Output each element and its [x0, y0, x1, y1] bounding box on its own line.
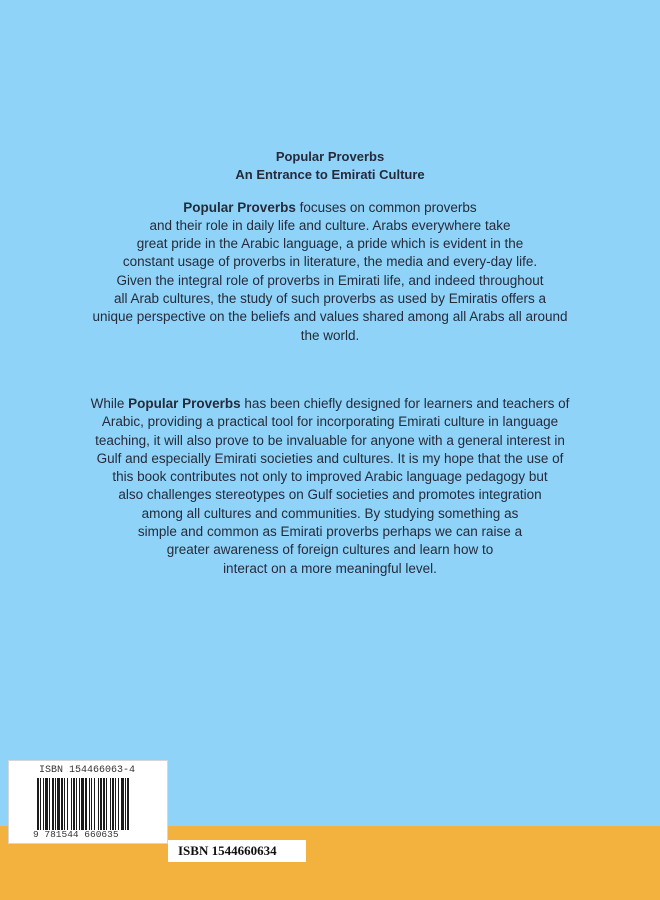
barcode-isbn-text: ISBN 154466063-4	[39, 765, 136, 776]
barcode-label	[8, 760, 168, 844]
paragraph-1-line: Given the integral role of proverbs in Emirati life, and indeed throughout	[116, 272, 544, 288]
isbn-text: ISBN 1544660634	[178, 843, 277, 858]
paragraph-2-line: Arabic, providing a practical tool for incorporating Emirati culture in language	[101, 414, 559, 430]
paragraph-1-line: the world.	[300, 327, 360, 343]
paragraph-1-line: all Arab cultures, the study of such proverbs as used by Emiratis offers a	[114, 291, 546, 307]
barcode-bar	[49, 778, 50, 830]
paragraph-2-line: simple and common as Emirati proverbs perhaps we can raise a	[137, 524, 523, 540]
barcode-bar	[79, 778, 80, 830]
barcode-bar	[118, 778, 119, 830]
blurb-text	[40, 148, 620, 578]
paragraph-2-line: Gulf and especially Emirati societies and cultures. It is my hope that the use of	[96, 450, 564, 466]
barcode-bar	[57, 778, 60, 830]
barcode-bar	[67, 778, 68, 830]
paragraph-2-line: also challenges stereotypes on Gulf societies and promotes integration	[118, 487, 542, 503]
barcode-bar	[100, 778, 102, 830]
barcode-bar	[73, 778, 75, 830]
barcode-bar	[121, 778, 124, 830]
barcode-bar	[110, 778, 111, 830]
paragraph-1-line: and their role in daily life and culture. Arabs everywhere take	[149, 217, 511, 233]
barcode-bar	[125, 778, 126, 830]
isbn-label	[168, 840, 306, 862]
barcode-bar	[115, 778, 116, 830]
title-bold: Popular Proverbs	[128, 395, 241, 411]
paragraph-1-line: constant usage of proverbs in literature, the media and every-day life.	[122, 254, 538, 270]
paragraph-2-line: this book contributes not only to improved Arabic language pedagogy but	[112, 469, 548, 485]
barcode-bar	[37, 778, 39, 830]
paragraph-2-line: among all cultures and communities. By studying something as	[141, 505, 519, 521]
barcode-bar	[81, 778, 84, 830]
barcode-bar	[64, 778, 65, 830]
barcode-bar	[94, 778, 95, 830]
barcode-bar	[45, 778, 48, 830]
barcode-bar	[127, 778, 129, 830]
barcode-bar	[76, 778, 77, 830]
book-subtitle: An Entrance to Emirati Culture	[235, 167, 425, 183]
barcode-bar	[61, 778, 63, 830]
barcode-bar	[91, 778, 92, 830]
book-title: Popular Proverbs	[275, 149, 385, 164]
barcode-bar	[40, 778, 41, 830]
barcode-bar	[43, 778, 44, 830]
barcode-bar	[55, 778, 56, 830]
paragraph-2-line: greater awareness of foreign cultures and learn how to	[166, 542, 494, 558]
barcode-number: 9 781544 660635	[33, 829, 119, 840]
paragraph-2-line: teaching, it will also prove to be invaluable for anyone with a general interest in	[95, 432, 565, 448]
paragraph-1	[40, 199, 620, 345]
paragraph-1-line: unique perspective on the beliefs and values shared among all Arabs all around	[92, 309, 568, 325]
barcode-bar	[52, 778, 54, 830]
barcode-bar	[98, 778, 99, 830]
barcode-bar	[112, 778, 114, 830]
paragraph-2-line: While Popular Proverbs has been chiefly designed for learners and teachers of	[90, 395, 570, 411]
barcode-icon	[37, 778, 141, 830]
barcode-bar	[85, 778, 87, 830]
paragraph-2	[40, 395, 620, 578]
paragraph-1-line: Popular Proverbs focuses on common proverbs	[183, 199, 477, 215]
barcode-bar	[106, 778, 107, 830]
barcode-bar	[103, 778, 105, 830]
title-bold: Popular Proverbs	[183, 199, 296, 215]
paragraph-2-line: interact on a more meaningful level.	[223, 560, 437, 576]
paragraph-1-line: great pride in the Arabic language, a pride which is evident in the	[136, 236, 524, 252]
barcode-bar	[89, 778, 90, 830]
barcode-bar	[71, 778, 72, 830]
